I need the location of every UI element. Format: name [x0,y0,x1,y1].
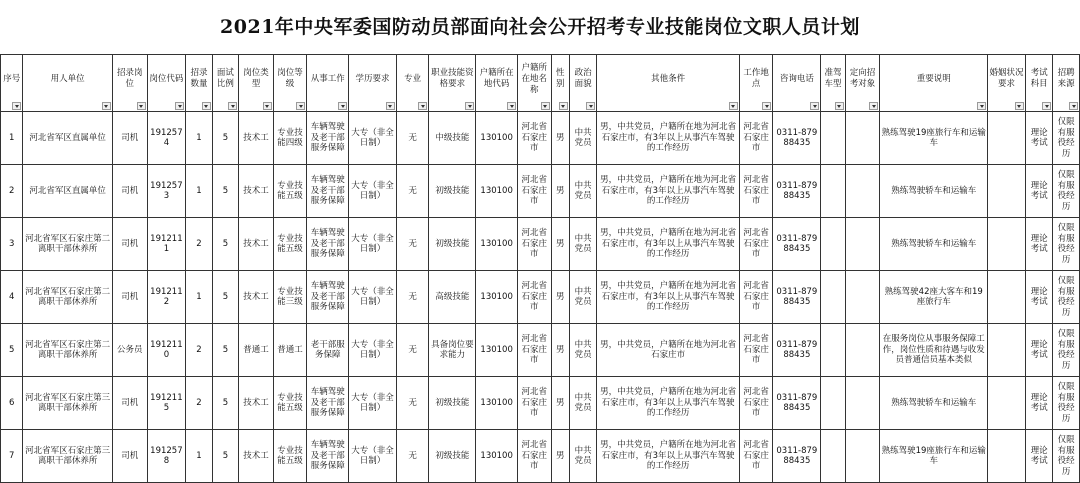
cell-num: 1 [186,112,212,165]
cell-type: 技术工 [239,218,274,271]
cell-marry [988,324,1026,377]
cell-sex: 男 [551,218,569,271]
cell-place: 河北省石家庄市 [739,218,773,271]
cell-marry [988,165,1026,218]
cell-lic [821,165,845,218]
filter-dropdown-icon[interactable] [1069,102,1078,110]
cell-level: 专业技能三级 [273,271,307,324]
column-header-label: 招录岗位 [117,68,143,89]
cell-unit: 河北省军区石家庄第二离职干部休养所 [23,271,113,324]
cell-place: 河北省石家庄市 [739,377,773,430]
cell-hname: 河北省石家庄市 [518,165,552,218]
cell-pol: 中共党员 [569,377,596,430]
table-row [1,377,1080,430]
table-row [1,165,1080,218]
cell-pol: 中共党员 [569,165,596,218]
cell-hcode: 130100 [476,377,518,430]
recruitment-table [0,54,1080,483]
filter-dropdown-icon[interactable] [137,102,146,110]
cell-other: 男，中共党员，户籍所在地为河北省石家庄市，有3年以上从事汽车驾驶的工作经历 [597,165,740,218]
cell-pol: 中共党员 [569,218,596,271]
cell-ratio: 5 [212,271,238,324]
cell-unit: 河北省军区直属单位 [23,165,113,218]
cell-no: 1 [1,112,23,165]
cell-note: 熟练驾驶19座旅行车和运输车 [880,112,988,165]
cell-ratio: 5 [212,377,238,430]
cell-post: 司机 [112,377,147,430]
cell-place: 河北省石家庄市 [739,324,773,377]
cell-exam: 理论考试 [1025,324,1052,377]
cell-level: 专业技能五级 [273,218,307,271]
cell-major: 无 [396,112,429,165]
cell-marry [988,430,1026,483]
column-header-label: 户籍所在地名称 [521,62,548,95]
cell-unit: 河北省军区石家庄第二离职干部休养所 [23,218,113,271]
cell-work: 车辆驾驶及老干部服务保障 [307,165,349,218]
cell-other: 男，中共党员，户籍所在地为河北省石家庄市，有3年以上从事汽车驾驶的工作经历 [597,430,740,483]
cell-exam: 理论考试 [1025,112,1052,165]
cell-target [845,377,880,430]
column-header [349,55,397,112]
cell-hcode: 130100 [476,218,518,271]
column-header-label: 岗位代码 [149,73,184,84]
cell-level: 专业技能五级 [273,430,307,483]
cell-hname: 河北省石家庄市 [518,112,552,165]
cell-exam: 理论考试 [1025,377,1052,430]
cell-unit: 河北省军区直属单位 [23,112,113,165]
cell-marry [988,218,1026,271]
cell-sex: 男 [551,430,569,483]
filter-dropdown-icon[interactable] [541,102,550,110]
column-header [597,55,740,112]
cell-target [845,430,880,483]
column-header-label: 岗位类型 [243,68,269,89]
filter-dropdown-icon[interactable] [12,102,21,110]
column-header-label: 婚姻状况要求 [989,68,1024,89]
cell-hname: 河北省石家庄市 [518,324,552,377]
cell-post: 公务员 [112,324,147,377]
column-header-label: 招录数量 [190,68,208,89]
filter-dropdown-icon[interactable] [810,102,819,110]
cell-place: 河北省石家庄市 [739,165,773,218]
column-header-label: 咨询电话 [779,73,814,84]
cell-code: 1912573 [147,165,186,218]
cell-num: 1 [186,271,212,324]
column-header-label: 户籍所在地代码 [479,68,514,89]
column-header-label: 性别 [555,68,565,89]
column-header-label: 工作地点 [743,68,769,89]
cell-num: 1 [186,165,212,218]
filter-dropdown-icon[interactable] [559,102,568,110]
cell-hcode: 130100 [476,324,518,377]
cell-place: 河北省石家庄市 [739,430,773,483]
cell-source: 仅限有服役经历 [1053,112,1080,165]
cell-exam: 理论考试 [1025,271,1052,324]
table-row [1,430,1080,483]
column-header [147,55,186,112]
table-row [1,324,1080,377]
filter-dropdown-icon[interactable] [835,102,844,110]
cell-type: 技术工 [239,271,274,324]
table-row [1,271,1080,324]
column-header [307,55,349,112]
column-header [1025,55,1052,112]
column-header [273,55,307,112]
column-header-label: 政治面貌 [574,68,592,89]
cell-marry [988,271,1026,324]
cell-type: 技术工 [239,112,274,165]
cell-unit: 河北省军区石家庄第三离职干部休养所 [23,377,113,430]
cell-phone: 0311-87988435 [773,377,821,430]
cell-hname: 河北省石家庄市 [518,218,552,271]
cell-level: 专业技能四级 [273,112,307,165]
cell-note: 熟练驾驶轿车和运输车 [880,218,988,271]
cell-edu: 大专（非全日制） [349,165,397,218]
cell-ratio: 5 [212,324,238,377]
column-header [880,55,988,112]
cell-hname: 河北省石家庄市 [518,377,552,430]
cell-skill: 中级技能 [429,112,476,165]
cell-level: 专业技能五级 [273,377,307,430]
cell-ratio: 5 [212,430,238,483]
filter-dropdown-icon[interactable] [869,102,878,110]
cell-no: 3 [1,218,23,271]
cell-place: 河北省石家庄市 [739,271,773,324]
cell-pol: 中共党员 [569,271,596,324]
cell-unit: 河北省军区石家庄第三离职干部休养所 [23,430,113,483]
column-header [429,55,476,112]
cell-major: 无 [396,324,429,377]
cell-ratio: 5 [212,165,238,218]
cell-type: 普通工 [239,324,274,377]
cell-exam: 理论考试 [1025,165,1052,218]
filter-dropdown-icon[interactable] [418,102,427,110]
cell-hcode: 130100 [476,430,518,483]
filter-dropdown-icon[interactable] [102,102,111,110]
filter-dropdown-icon[interactable] [202,102,211,110]
cell-lic [821,218,845,271]
cell-sex: 男 [551,377,569,430]
cell-lic [821,112,845,165]
cell-code: 1912111 [147,218,186,271]
cell-other: 男，中共党员，户籍所在地为河北省石家庄市，有3年以上从事汽车驾驶的工作经历 [597,112,740,165]
cell-work: 车辆驾驶及老干部服务保障 [307,218,349,271]
column-header [212,55,238,112]
filter-dropdown-icon[interactable] [175,102,184,110]
filter-dropdown-icon[interactable] [729,102,738,110]
cell-post: 司机 [112,218,147,271]
cell-pol: 中共党员 [569,112,596,165]
cell-work: 老干部服务保障 [307,324,349,377]
filter-dropdown-icon[interactable] [507,102,516,110]
cell-sex: 男 [551,324,569,377]
cell-major: 无 [396,218,429,271]
cell-sex: 男 [551,271,569,324]
cell-edu: 大专（非全日制） [349,430,397,483]
cell-num: 2 [186,324,212,377]
cell-phone: 0311-87988435 [773,218,821,271]
cell-skill: 高级技能 [429,271,476,324]
cell-hcode: 130100 [476,271,518,324]
cell-lic [821,377,845,430]
cell-hname: 河北省石家庄市 [518,430,552,483]
cell-sex: 男 [551,112,569,165]
cell-exam: 理论考试 [1025,218,1052,271]
cell-target [845,324,880,377]
cell-hcode: 130100 [476,165,518,218]
cell-no: 7 [1,430,23,483]
column-header [476,55,518,112]
column-header-label: 准驾车型 [824,68,842,89]
column-header-label: 面试比例 [216,68,234,89]
column-header-label: 职业技能资格要求 [431,68,474,89]
cell-lic [821,271,845,324]
cell-edu: 大专（非全日制） [349,218,397,271]
cell-code: 1912578 [147,430,186,483]
column-header [821,55,845,112]
cell-note: 熟练驾驶19座旅行车和运输车 [880,430,988,483]
cell-major: 无 [396,430,429,483]
cell-pol: 中共党员 [569,430,596,483]
cell-level: 专业技能五级 [273,165,307,218]
cell-ratio: 5 [212,218,238,271]
cell-post: 司机 [112,112,147,165]
filter-dropdown-icon[interactable] [977,102,986,110]
cell-major: 无 [396,165,429,218]
cell-post: 司机 [112,271,147,324]
cell-num: 2 [186,377,212,430]
cell-edu: 大专（非全日制） [349,377,397,430]
cell-phone: 0311-87988435 [773,271,821,324]
filter-dropdown-icon[interactable] [586,102,595,110]
column-header-label: 岗位等级 [277,68,303,89]
filter-dropdown-icon[interactable] [228,102,237,110]
cell-code: 1912112 [147,271,186,324]
cell-edu: 大专（非全日制） [349,324,397,377]
cell-major: 无 [396,377,429,430]
cell-work: 车辆驾驶及老干部服务保障 [307,271,349,324]
column-header-label: 专业 [404,73,422,84]
column-header [739,55,773,112]
cell-code: 1912110 [147,324,186,377]
filter-dropdown-icon[interactable] [263,102,272,110]
cell-source: 仅限有服役经历 [1053,271,1080,324]
column-header [186,55,212,112]
cell-phone: 0311-87988435 [773,324,821,377]
cell-phone: 0311-87988435 [773,112,821,165]
filter-dropdown-icon[interactable] [1042,102,1051,110]
cell-skill: 初级技能 [429,165,476,218]
filter-dropdown-icon[interactable] [338,102,347,110]
cell-source: 仅限有服役经历 [1053,165,1080,218]
table-row [1,112,1080,165]
column-header [551,55,569,112]
column-header [518,55,552,112]
cell-skill: 初级技能 [429,377,476,430]
cell-post: 司机 [112,430,147,483]
cell-code: 1912115 [147,377,186,430]
cell-edu: 大专（非全日制） [349,112,397,165]
cell-source: 仅限有服役经历 [1053,430,1080,483]
column-header [773,55,821,112]
cell-work: 车辆驾驶及老干部服务保障 [307,377,349,430]
cell-sex: 男 [551,165,569,218]
column-header [23,55,113,112]
cell-target [845,165,880,218]
column-header-label: 招聘来源 [1057,68,1075,89]
column-header [845,55,880,112]
cell-note: 熟练驾驶轿车和运输车 [880,165,988,218]
column-header-label: 定向招考对象 [849,68,876,89]
cell-source: 仅限有服役经历 [1053,324,1080,377]
column-header [1053,55,1080,112]
cell-other: 男，中共党员，户籍所在地为河北省石家庄市，有3年以上从事汽车驾驶的工作经历 [597,218,740,271]
cell-marry [988,112,1026,165]
column-header-label: 考试科目 [1030,68,1048,89]
cell-lic [821,430,845,483]
column-header [396,55,429,112]
cell-source: 仅限有服役经历 [1053,218,1080,271]
cell-no: 5 [1,324,23,377]
cell-hcode: 130100 [476,112,518,165]
cell-note: 熟练驾驶42座大客车和19座旅行车 [880,271,988,324]
cell-target [845,112,880,165]
header-row [1,55,1080,112]
cell-no: 2 [1,165,23,218]
cell-unit: 河北省军区石家庄第二离职干部休养所 [23,324,113,377]
cell-pol: 中共党员 [569,324,596,377]
filter-dropdown-icon[interactable] [762,102,771,110]
cell-other: 男，中共党员，户籍所在地为河北省石家庄市，有3年以上从事汽车驾驶的工作经历 [597,271,740,324]
cell-type: 技术工 [239,165,274,218]
cell-post: 司机 [112,165,147,218]
cell-place: 河北省石家庄市 [739,112,773,165]
column-header-label: 用人单位 [50,73,85,84]
cell-target [845,218,880,271]
filter-dropdown-icon[interactable] [296,102,305,110]
cell-major: 无 [396,271,429,324]
cell-note: 熟练驾驶轿车和运输车 [880,377,988,430]
column-header [239,55,274,112]
column-header [1,55,23,112]
cell-type: 技术工 [239,377,274,430]
table-row [1,218,1080,271]
column-header-label: 从事工作 [310,73,345,84]
document-title: 2021年中央军委国防动员部面向社会公开招考专业技能岗位文职人员计划 [220,16,860,38]
cell-num: 1 [186,430,212,483]
cell-num: 2 [186,218,212,271]
cell-phone: 0311-87988435 [773,430,821,483]
cell-lic [821,324,845,377]
column-header-label: 重要说明 [916,73,951,84]
cell-other: 男，中共党员，户籍所在地为河北省石家庄市 [597,324,740,377]
cell-code: 1912574 [147,112,186,165]
column-header-label: 序号 [3,73,21,84]
column-header-label: 其他条件 [651,73,686,84]
column-header [569,55,596,112]
cell-exam: 理论考试 [1025,430,1052,483]
cell-ratio: 5 [212,112,238,165]
column-header [112,55,147,112]
column-header-label: 学历要求 [355,73,390,84]
cell-type: 技术工 [239,430,274,483]
cell-no: 4 [1,271,23,324]
cell-no: 6 [1,377,23,430]
cell-skill: 具备岗位要求能力 [429,324,476,377]
cell-skill: 初级技能 [429,430,476,483]
filter-dropdown-icon[interactable] [1015,102,1024,110]
cell-target [845,271,880,324]
cell-phone: 0311-87988435 [773,165,821,218]
cell-source: 仅限有服役经历 [1053,377,1080,430]
column-header [988,55,1026,112]
cell-edu: 大专（非全日制） [349,271,397,324]
cell-skill: 初级技能 [429,218,476,271]
cell-work: 车辆驾驶及老干部服务保障 [307,430,349,483]
cell-other: 男，中共党员，户籍所在地为河北省石家庄市，有3年以上从事汽车驾驶的工作经历 [597,377,740,430]
filter-dropdown-icon[interactable] [465,102,474,110]
cell-hname: 河北省石家庄市 [518,271,552,324]
cell-marry [988,377,1026,430]
cell-work: 车辆驾驶及老干部服务保障 [307,112,349,165]
cell-level: 普通工 [273,324,307,377]
filter-dropdown-icon[interactable] [386,102,395,110]
cell-note: 在服务岗位从事服务保障工作，岗位性质和待遇与收发员普通信员基本类似 [880,324,988,377]
